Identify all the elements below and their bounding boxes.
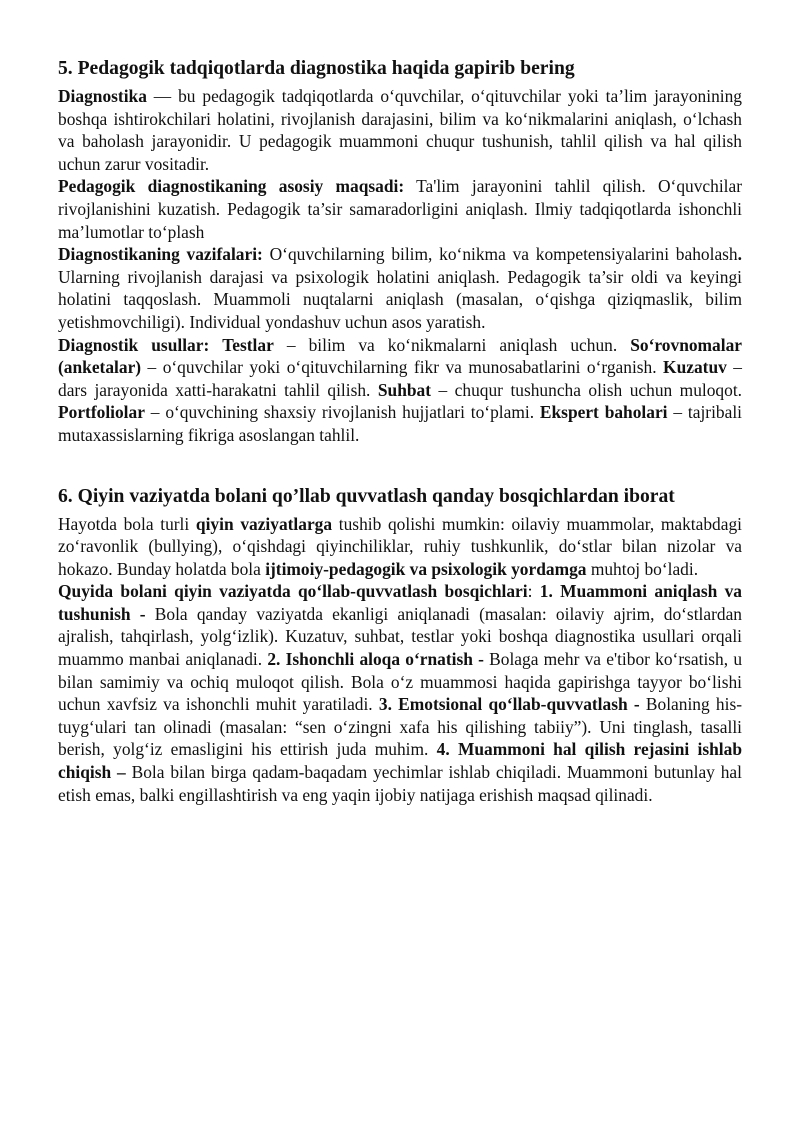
paragraph-diagnostic-methods: Diagnostik usullar: Testlar – bilim va ko‘nikmalarni aniqlash uchun. So‘rovnomalar (anketalar) – o‘quvchilar yoki o‘qituvchilarning fikr va munosabatlarini o‘rganish. Kuzatuv – dars jarayonida xatti-harakatni tahlil qilish. Suhbat – chuqur tushuncha olish uchun muloqot. Portfoliolar – o‘quvchining shaxsiy rivojlanish hujjatlari to‘plami. Ekspert baholari – tajribali mutaxassislarning fikriga asoslangan tahlil. — [58, 334, 742, 445]
term-asosiy-maqsadi: Pedagogik diagnostikaning asosiy maqsadi: — [58, 176, 405, 197]
term-vazifalari: Diagnostikaning vazifalari: — [58, 244, 263, 265]
section-6-heading: 6. Qiyin vaziyatda bolani qo’llab quvvatlash qanday bosqichlardan iborat — [58, 485, 675, 507]
stage-2-title: 2. Ishonchli aloqa o‘rnatish - — [267, 649, 484, 670]
section-5-heading: 5. Pedagogik tadqiqotlarda diagnostika haqida gapirib bering — [58, 58, 575, 79]
section-6 — [58, 484, 742, 807]
stage-1-title: 1. Muammoni aniqlash va tushunish - — [58, 581, 742, 624]
term-ijtimoiy-pedagogik-yordam: ijtimoiy-pedagogik va psixologik yordamga — [265, 558, 587, 579]
method-kuzatuv: Kuzatuv — [663, 357, 727, 378]
method-testlar: Testlar — [222, 334, 274, 355]
document-page — [58, 56, 742, 806]
stage-3-title: 3. Emotsional qo‘llab-quvvatlash - — [378, 694, 640, 715]
paragraph-diagnostika-tasks: Diagnostikaning vazifalari: O‘quvchilarning bilim, ko‘nikma va kompetensiyalarini baholash. Ularning rivojlanish darajasi va psixologik holatini aniqlash. Pedagogik ta’sir oldi va keyingi holatini taqqoslash. Muammoli nuqtalarni aniqlash (masalan, o‘qishga qiziqmaslik, bilim yetishmovchiligi). Individual yondashuv uchun asos yaratish. — [58, 244, 742, 332]
method-suhbat: Suhbat — [377, 379, 432, 400]
paragraph-difficult-situations: Hayotda bola turli qiyin vaziyatlarga tushib qolishi mumkin: oilaviy muammolar, maktabdagi zo‘ravonlik (bullying), o‘qishdagi qiyinchiliklar, ruhiy tushkunlik, do‘stlar bilan nizolar va hokazo. Bunday holatda bola ijtimoiy-pedagogik va psixologik yordamga muhtoj bo‘ladi. — [58, 513, 742, 579]
method-ekspert-baholari: Ekspert baholari — [539, 402, 668, 423]
stage-4-title: 4. Muammoni hal qilish rejasini ishlab chiqish – — [58, 739, 742, 783]
method-sorovnomalar: So‘rovnomalar (anketalar) — [58, 334, 742, 378]
paragraph-diagnostika-definition: Diagnostika — bu pedagogik tadqiqotlarda o‘quvchilar, o‘qituvchilar yoki ta’lim jarayonining boshqa ishtirokchilari holatini, rivojlanish darajasini, bilim va ko‘nikmalarini aniqlash, o‘lchash va baholash jarayonidir. U pedagogik muammoni chuqur tushunish, tahlil qilish va hal qilish uchun zarur vositadir. — [58, 86, 742, 174]
term-bosqichlari: Quyida bolani qiyin vaziyatda qo‘llab-quvvatlash bosqichlari — [58, 581, 528, 602]
paragraph-support-stages: Quyida bolani qiyin vaziyatda qo‘llab-quvvatlash bosqichlari: 1. Muammoni aniqlash va tushunish - Bola qanday vaziyatda ekanligi aniqlanadi (masalan: oilaviy ajrim, do‘stlardan ajralish, tahqirlash, yolg‘izlik). Kuzatuv, suhbat, testlar yoki boshqa diagnostika usullari orqali muammo manbai aniqlanadi. 2. Ishonchli aloqa o‘rnatish - Bolaga mehr va e'tibor ko‘rsatish, u bilan samimiy va ochiq muloqot qilish. Bola o‘z muammosi haqida gapirishga tayyor bo‘lishi uchun xavfsiz va ishonchli muhit yaratiladi. 3. Emotsional qo‘llab-quvvatlash - Bolaning his-tuyg‘ulari tan olinadi (masalan: “sen o‘zingni xafa his qilishing tabiiy”). Uni tinglash, tasalli berish, yolg‘iz emasligini his ettirish juda muhim. 4. Muammoni hal qilish rejasini ishlab chiqish – Bola bilan birga qadam-baqadam yechimlar ishlab chiqiladi. Muammoni butunlay hal etish emas, balki engillashtirish va eng yaqin ijobiy natijaga erishish maqsad qilinadi. — [58, 581, 743, 805]
section-5 — [58, 56, 742, 447]
term-diagnostika: Diagnostika — [58, 86, 147, 106]
term-diagnostik-usullar: Diagnostik usullar: — [58, 334, 210, 355]
paragraph-diagnostika-goal: Pedagogik diagnostikaning asosiy maqsadi: Ta'lim jarayonini tahlil qilish. O‘quvchilar rivojlanishini kuzatish. Pedagogik ta’sir samaradorligini aniqlash. Ilmiy tadqiqotlarda ishonchli ma’lumotlar to‘plash — [58, 176, 743, 242]
term-qiyin-vaziyatlarga: qiyin vaziyatlarga — [195, 513, 333, 534]
method-portfoliolar: Portfoliolar — [58, 402, 145, 423]
